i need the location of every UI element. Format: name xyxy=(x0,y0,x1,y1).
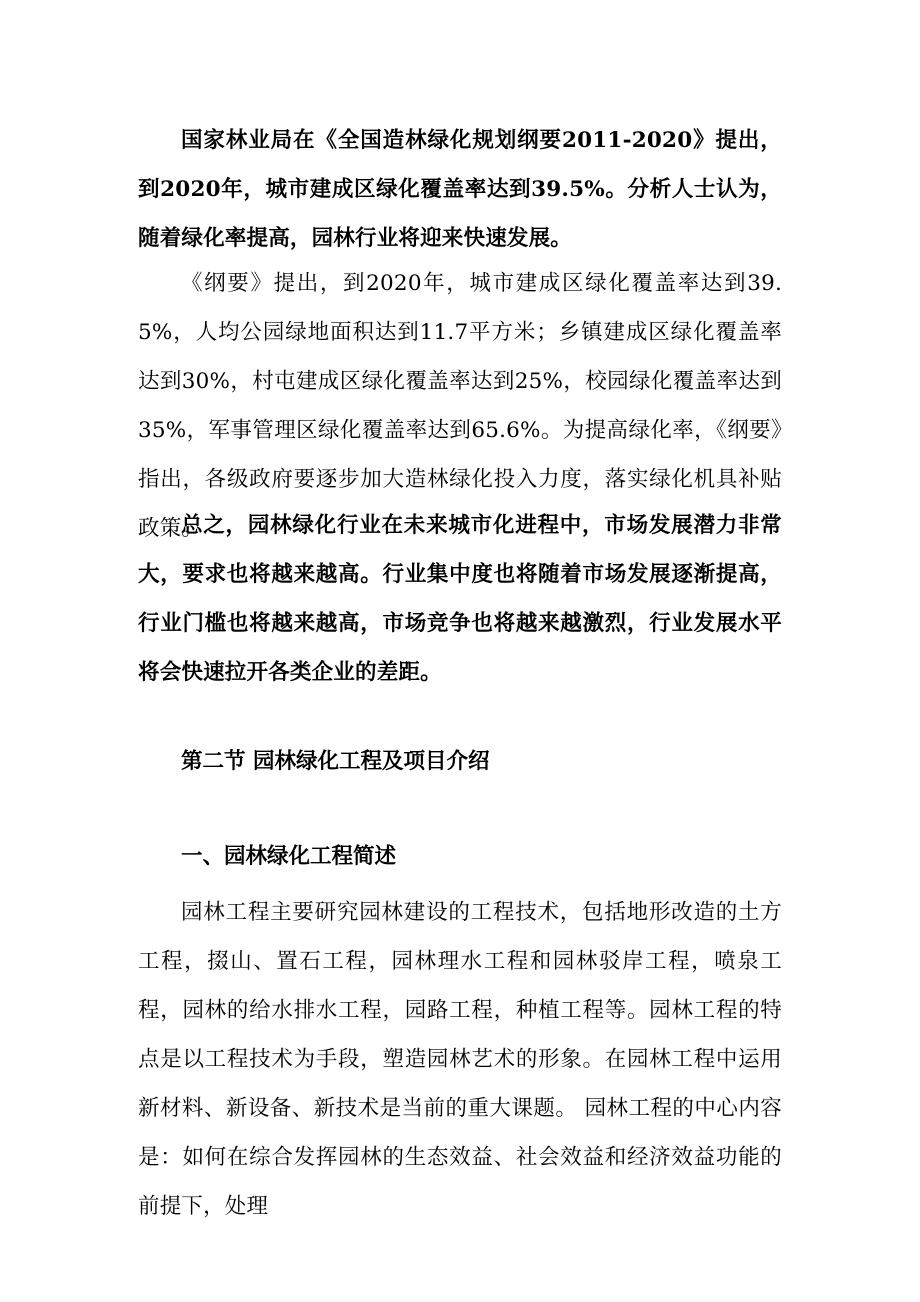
paragraph-summary: 总之，园林绿化行业在未来城市化进程中，市场发展潜力非常大，要求也将越来越高。行业集中度也将随着市场发展逐渐提高，行业门槛也将越来越高，市场竞争也将越来越激烈，行业发展水平将会快速拉开各类企业的差距。 xyxy=(138,513,782,685)
section-heading: 第二节 园林绿化工程及项目介绍 xyxy=(181,749,490,774)
paragraph-landscape-engineering: 园林工程主要研究园林建设的工程技术，包括地形改造的土方工程，掇山、置石工程，园林理水工程和园林驳岸工程，喷泉工程，园林的给水排水工程，园路工程，种植工程等。园林工程的特点是以工程技术为手段，塑造园林艺术的形象。在园林工程中运用新材料、新设备、新技术是当前的重大课题。 园林工程的中心内容是：如何在综合发挥园林的生态效益、社会效益和经济效益功能的前提下，处理 xyxy=(138,900,782,1219)
subsection-heading: 一、园林绿化工程简述 xyxy=(181,844,397,869)
paragraph-outline-targets: 《纲要》提出，到2020年，城市建成区绿化覆盖率达到39.5%，人均公园绿地面积达到11.7平方米；乡镇建成区绿化覆盖率达到30%，村屯建成区绿化覆盖率达到25%，校园绿化覆盖率达到35%，军事管理区绿化覆盖率达到65.6%。为提高绿化率，《纲要》指出，各级政府要逐步加大造林绿化投入力度，落实绿化机具补贴政策。 xyxy=(138,271,782,541)
paragraph-forestry-plan: 国家林业局在《全国造林绿化规划纲要2011-2020》提出，到2020年，城市建成区绿化覆盖率达到39.5%。分析人士认为，随着绿化率提高，园林行业将迎来快速发展。 xyxy=(138,128,782,251)
